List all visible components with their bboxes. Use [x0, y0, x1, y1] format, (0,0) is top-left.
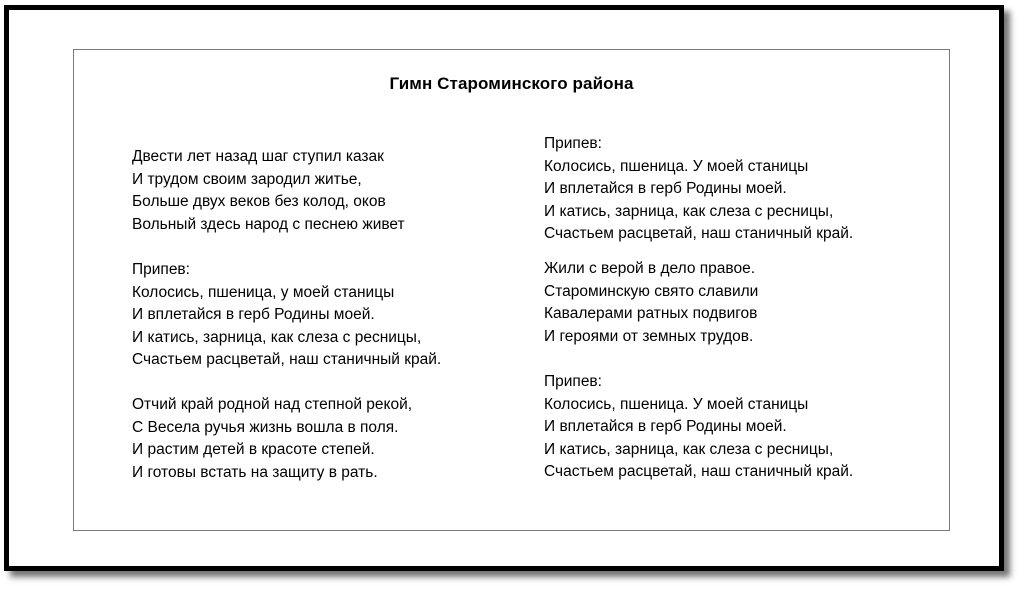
lyric-line: С Весела ручья жизнь вошла в поля. [132, 418, 399, 436]
lyric-line: Колосись, пшеница, у моей станицы [132, 283, 395, 301]
lyric-line: И трудом своим зародил житье, [132, 170, 362, 188]
chorus-3 [544, 371, 853, 484]
lyric-line: Счастьем расцветай, наш станичный край. [544, 463, 854, 480]
lyric-line: Отчий край родной над степной рекой, [132, 396, 413, 413]
document-page [73, 49, 950, 531]
lyric-line: Вольный здесь народ с песнею живет [132, 215, 405, 233]
lyric-line: Двести лет назад шаг ступил казак [132, 148, 384, 165]
lyric-line: И катись, зарница, как слеза с ресницы, [544, 202, 834, 220]
lyric-line: Больше двух веков без колод, оков [132, 193, 386, 210]
lyric-line: Староминскую свято славили [544, 282, 759, 300]
chorus-2 [544, 133, 853, 246]
lyric-line: И вплетайся в герб Родины моей. [544, 180, 787, 197]
lyric-line: Счастьем расцветай, наш станичный край. [132, 351, 442, 368]
lyric-line: И готовы встать на защиту в рать. [132, 463, 378, 481]
lyric-line: Счастьем расцветай, наш станичный край. [544, 225, 854, 242]
chorus-label: Припев: [544, 373, 602, 390]
lyric-line: Колосись, пшеница. У моей станицы [544, 157, 809, 175]
lyric-line: И катись, зарница, как слеза с ресницы, [544, 440, 834, 458]
verse-3 [544, 258, 758, 348]
page-title: Гимн Староминского района [389, 74, 634, 93]
lyric-line: Жили с верой в дело правое. [544, 260, 755, 277]
lyric-line: И героями от земных трудов. [544, 327, 754, 345]
lyric-line: И вплетайся в герб Родины моей. [132, 306, 375, 323]
chorus-1 [132, 259, 441, 372]
chorus-label: Припев: [544, 135, 602, 152]
lyric-line: И катись, зарница, как слеза с ресницы, [132, 328, 422, 346]
lyric-line: И вплетайся в герб Родины моей. [544, 418, 787, 435]
lyric-line: Кавалерами ратных подвигов [544, 305, 758, 322]
lyric-line: Колосись, пшеница. У моей станицы [544, 395, 809, 413]
verse-1 [132, 146, 405, 236]
verse-2 [132, 394, 412, 484]
chorus-label: Припев: [132, 261, 190, 278]
lyric-line: И растим детей в красоте степей. [132, 441, 375, 458]
